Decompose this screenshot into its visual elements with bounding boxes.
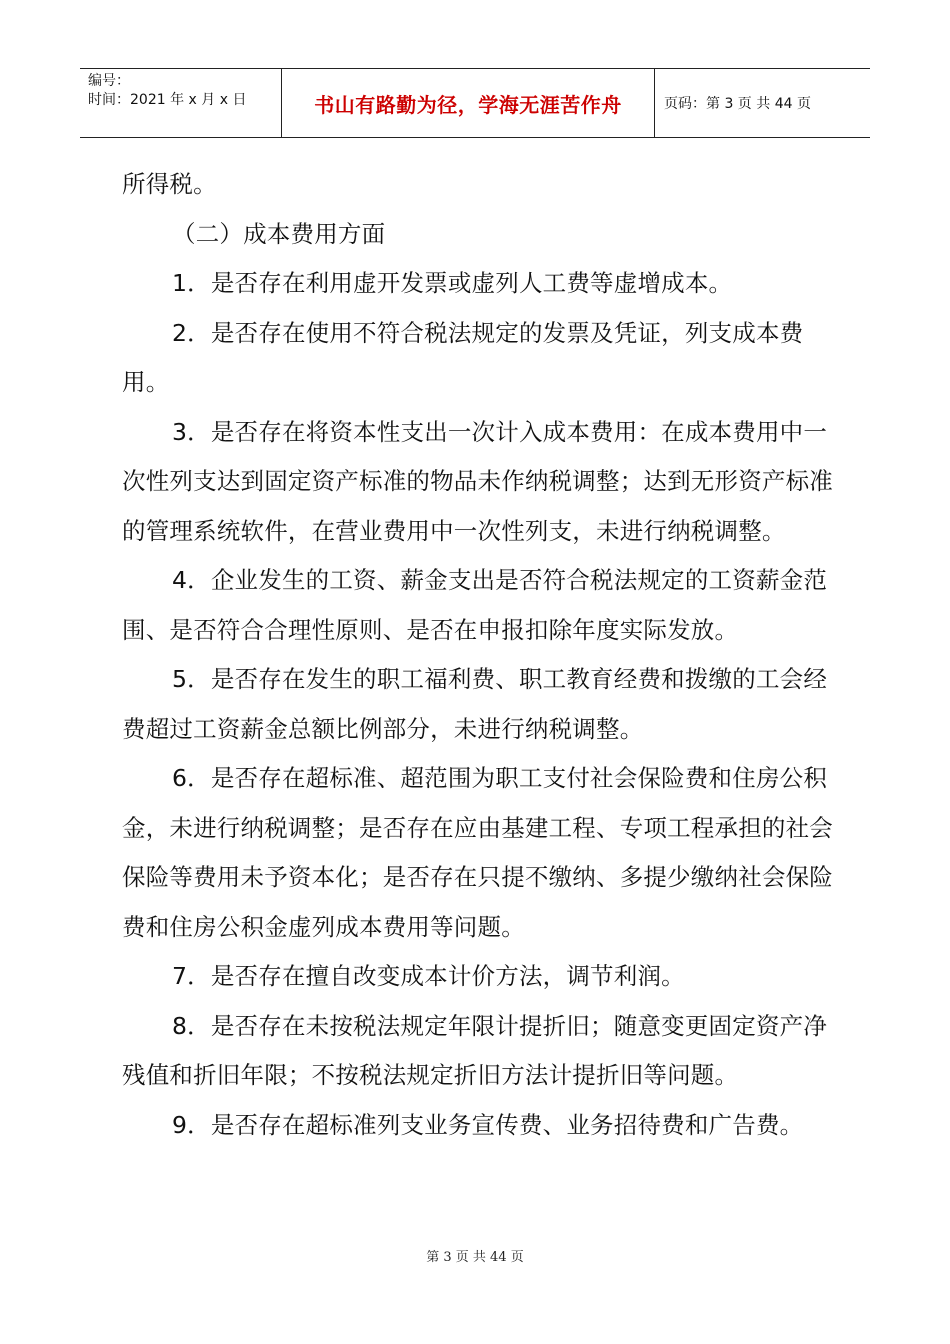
date-line: 时间：2021 年 x 月 x 日 bbox=[88, 92, 247, 108]
list-item: 9．是否存在超标准列支业务宣传费、业务招待费和广告费。 bbox=[172, 1110, 804, 1139]
page-footer: 第 3 页 共 44 页 bbox=[426, 1250, 524, 1265]
list-item: 3．是否存在将资本性支出一次计入成本费用：在成本费用中一次性列支达到固定资产标准的物品未作纳税调整；达到无形资产标准的管理系统软件，在营业费用中一次性列支，未进行纳税调整。 bbox=[122, 417, 833, 545]
paragraph-continuation: 所得税。 bbox=[122, 170, 217, 198]
number-label: 编号： bbox=[88, 73, 130, 89]
list-item: 5．是否存在发生的职工福利费、职工教育经费和拨缴的工会经费超过工资薪金总额比例部分，未进行纳税调整。 bbox=[122, 665, 828, 743]
section-heading: （二）成本费用方面 bbox=[172, 219, 386, 248]
list-item: 8．是否存在未按税法规定年限计提折旧；随意变更固定资产净残值和折旧年限；不按税法规定折旧方法计提折旧等问题。 bbox=[122, 1011, 828, 1089]
list-item: 6．是否存在超标准、超范围为职工支付社会保险费和住房公积金，未进行纳税调整；是否存在应由基建工程、专项工程承担的社会保险等费用未予资本化；是否存在只提不缴纳、多提少缴纳社会保险费和住房公积金虚列成本费用等问题。 bbox=[122, 764, 833, 941]
header-motto: 书山有路勤为径，学海无涯苦作舟 bbox=[282, 69, 655, 137]
list-item: 1．是否存在利用虚开发票或虚列人工费等虚增成本。 bbox=[172, 269, 733, 297]
document-body bbox=[122, 160, 834, 1150]
page-header bbox=[80, 68, 870, 138]
header-page-info: 页码：第 3 页 共 44 页 bbox=[664, 96, 811, 112]
list-item: 2．是否存在使用不符合税法规定的发票及凭证，列支成本费用。 bbox=[122, 318, 804, 396]
list-item: 7．是否存在擅自改变成本计价方法，调节利润。 bbox=[172, 962, 685, 990]
list-item: 4．企业发生的工资、薪金支出是否符合税法规定的工资薪金范围、是否符合合理性原则、是否在申报扣除年度实际发放。 bbox=[122, 566, 828, 644]
header-meta bbox=[80, 69, 282, 137]
